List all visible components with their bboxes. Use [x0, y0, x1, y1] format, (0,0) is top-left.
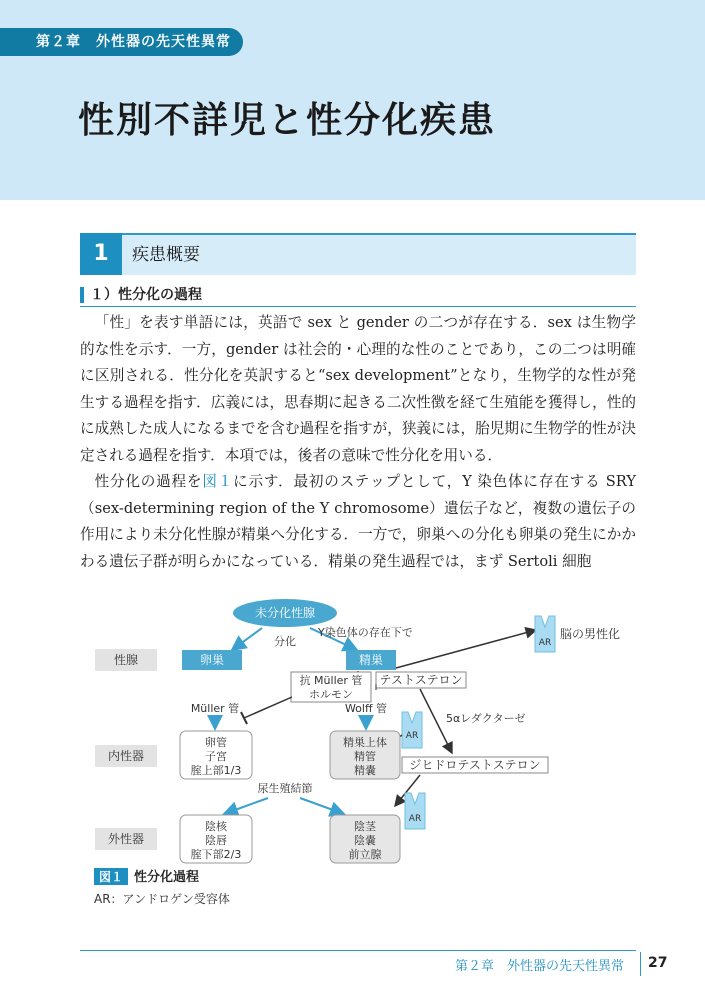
female-internal-1: 卵管	[205, 736, 227, 749]
brain-ar-label: AR	[538, 638, 552, 648]
arrow-to-brain	[396, 630, 536, 668]
female-external-1: 陰核	[205, 820, 227, 833]
figure-caption-label: 図１	[94, 868, 128, 885]
dht-label: ジヒドロテストステロン	[409, 758, 541, 772]
brain-masculinization-label: 脳の男性化	[560, 627, 621, 641]
ovary-label: 卵巣	[199, 653, 225, 667]
amh-label-line1: 抗 Müller 管	[299, 674, 363, 687]
chapter-tab: 第２章 外性器の先天性異常	[0, 28, 243, 56]
reductase-label: 5αレダクターゼ	[446, 712, 526, 725]
page-title: 性別不詳児と性分化疾患	[78, 100, 497, 141]
arrow-to-ovary	[232, 628, 262, 650]
paragraph-2-start: 性分化の過程を	[94, 473, 203, 490]
section-title: 疾患概要	[132, 245, 200, 265]
internal-ar-receptor	[402, 712, 422, 748]
undifferentiated-gonad-label: 未分化性腺	[254, 606, 316, 620]
figure-reference-link[interactable]: 図１	[202, 473, 234, 490]
section-number: 1	[80, 233, 122, 275]
male-external-2: 陰嚢	[354, 834, 376, 847]
arrow-to-female-external	[224, 798, 268, 814]
male-external-3: 前立腺	[348, 848, 382, 861]
female-external-3: 腟下部2/3	[190, 848, 242, 861]
paragraph-2-rest: に示す．最初のステップとして，Y 染色体に存在する SRY（sex-determining region of the Y chromosome）遺伝子など，複数の遺伝子の作用により未分化性腺が精巣へ分化する．一方で，卵巣への分化も卵巣の発生にかかわる遺伝子群が明らかになっている．精巣の発生過程では，まず Sertoli 細胞	[80, 473, 636, 570]
page-number: 27	[648, 955, 668, 971]
wolff-duct-label: Wolff 管	[344, 702, 388, 715]
male-internal-1: 精巣上体	[343, 736, 387, 749]
figure-note: AR：アンドロゲン受容体	[94, 892, 230, 906]
female-internal-2: 子宮	[205, 750, 227, 763]
amh-inhibition-line	[244, 697, 292, 718]
testosterone-label: テストステロン	[379, 673, 463, 687]
footer-chapter: 第２章 外性器の先天性異常	[455, 959, 625, 974]
male-internal-2: 精管	[354, 750, 376, 763]
muller-duct-label: Müller 管	[190, 702, 240, 715]
footer-separator	[640, 952, 641, 976]
internal-ar-label: AR	[405, 731, 419, 741]
row-label-external: 外性器	[107, 832, 145, 846]
amh-label-line2: ホルモン	[309, 688, 353, 701]
footer-rule	[80, 950, 636, 951]
figure-caption-title: 性分化過程	[134, 870, 200, 885]
amh-inhibition-bar	[241, 712, 247, 724]
y-condition-label: Y染色体の存在下で	[318, 626, 413, 639]
paragraph-1: 「性」を表す単語には，英語で sex と gender の二つが存在する．sex は生物学的な性を示す．一方，gender は社会的・心理的な性のことであり，この二つは明確に区別される．性分化を英訳すると“sex development”となり，生物学的な性が発生する過程を指す．広義には，思春期に起きる二次性徴を経て生殖能を獲得し，性的に成熟した成人になるまでを含む過程を指すが，狭義には，胎児期に生物学的性が決定される過程を指す．本項では，後者の意味で性分化を用いる．	[80, 314, 636, 464]
external-ar-label: AR	[408, 814, 422, 824]
arrow-to-male-external	[300, 798, 344, 814]
figure-caption	[94, 866, 199, 885]
testis-label: 精巣	[358, 653, 384, 667]
female-internal-3: 腟上部1/3	[190, 764, 242, 777]
differentiation-label: 分化	[274, 635, 296, 648]
row-label-internal: 内性器	[107, 749, 145, 763]
male-external-1: 陰茎	[354, 820, 376, 833]
female-external-2: 陰唇	[205, 834, 227, 847]
male-internal-3: 精嚢	[354, 764, 376, 777]
urogenital-label: 尿生殖結節	[257, 782, 313, 795]
subsection-title: １）性分化の過程	[90, 287, 202, 303]
row-label-gonad: 性腺	[113, 653, 139, 667]
